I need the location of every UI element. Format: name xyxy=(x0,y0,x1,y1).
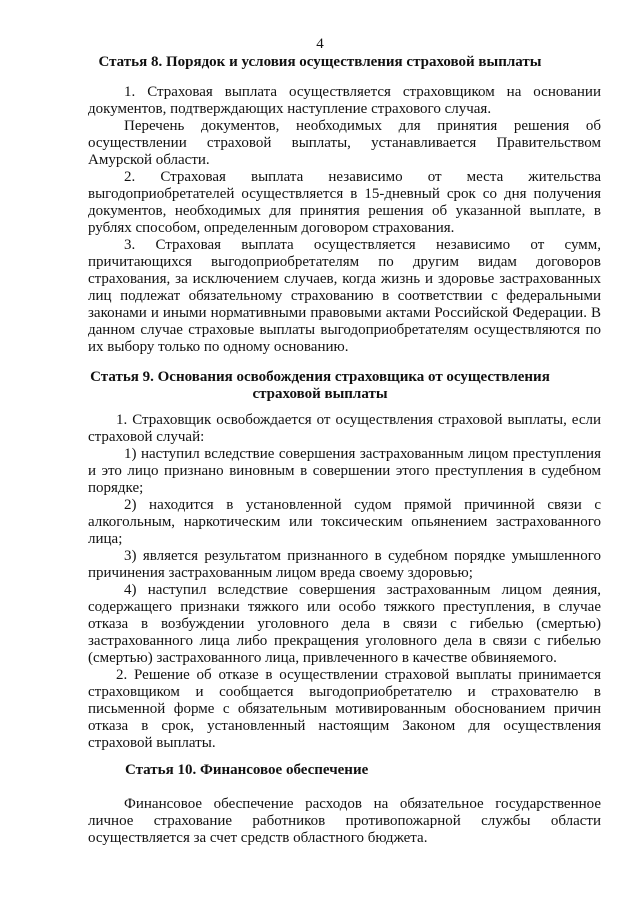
paragraph: 1. Страховщик освобождается от осуществления страховой выплаты, если страховой случай: xyxy=(88,412,601,445)
list-item: 4) наступил вследствие совершения застрахованным лицом деяния, содержащего признаки тяжкого или особо тяжкого преступления, в случае отказа в возбуждении уголовного дела в связи с гибелью (смертью) застрахованного лица либо прекращения уголовного дела в связи с гибелью (смертью) застрахованного лица, привлеченного в качестве обвиняемого. xyxy=(88,582,601,666)
article-9-title-line-2: страховой выплаты xyxy=(252,386,388,402)
article-9-body xyxy=(88,412,601,752)
article-10-title: Статья 10. Финансовое обеспечение xyxy=(125,762,369,778)
list-item: 2) находится в установленной судом прямой причинной связи с алкогольным, наркотическим или токсическим опьянением застрахованного лица; xyxy=(88,497,601,547)
paragraph: 2. Решение об отказе в осуществлении страховой выплаты принимается страховщиком и сообщается выгодоприобретателю и страхователю в письменной форме с обязательным мотивированным обоснованием причин отказа в срок, установленный настоящим Законом для осуществления страховой выплаты. xyxy=(88,667,601,751)
paragraph: 1. Страховая выплата осуществляется страховщиком на основании документов, подтверждающих наступление страхового случая. xyxy=(88,84,601,117)
paragraph: Финансовое обеспечение расходов на обязательное государственное личное страхование работников противопожарной службы области осуществляется за счет средств областного бюджета. xyxy=(88,796,601,846)
paragraph: 2. Страховая выплата независимо от места жительства выгодоприобретателей осуществляется в 15-дневный срок со дня получения документов, необходимых для принятия решения об указанной выплате, в рублях способом, определенным договором страхования. xyxy=(88,169,601,236)
list-item: 3) является результатом признанного в судебном порядке умышленного причинения застрахованным лицом вреда своему здоровью; xyxy=(88,548,601,581)
article-10-body xyxy=(88,796,601,847)
article-9-title-line-1: Статья 9. Основания освобождения страховщика от осуществления xyxy=(90,369,550,385)
article-8-body xyxy=(88,84,601,356)
paragraph: 3. Страховая выплата осуществляется независимо от сумм, причитающихся выгодоприобретателям по другим видам договоров страхования, за исключением случаев, когда жизнь и здоровье застрахованных лиц подлежат обязательному страхованию в соответствии с федеральными законами и иными нормативными правовыми актами Российской Федерации. В данном случае страховые выплаты выгодоприобретателям осуществляются по их выбору только по одному основанию. xyxy=(88,237,601,355)
article-8-title: Статья 8. Порядок и условия осуществления страховой выплаты xyxy=(98,54,542,70)
article-9-title xyxy=(0,369,640,403)
page-number: 4 xyxy=(316,36,324,52)
paragraph: Перечень документов, необходимых для принятия решения об осуществлении страховой выплаты, устанавливается Правительством Амурской области. xyxy=(88,118,601,168)
list-item: 1) наступил вследствие совершения застрахованным лицом преступления и это лицо признано виновным в совершении этого преступления в судебном порядке; xyxy=(88,446,601,496)
